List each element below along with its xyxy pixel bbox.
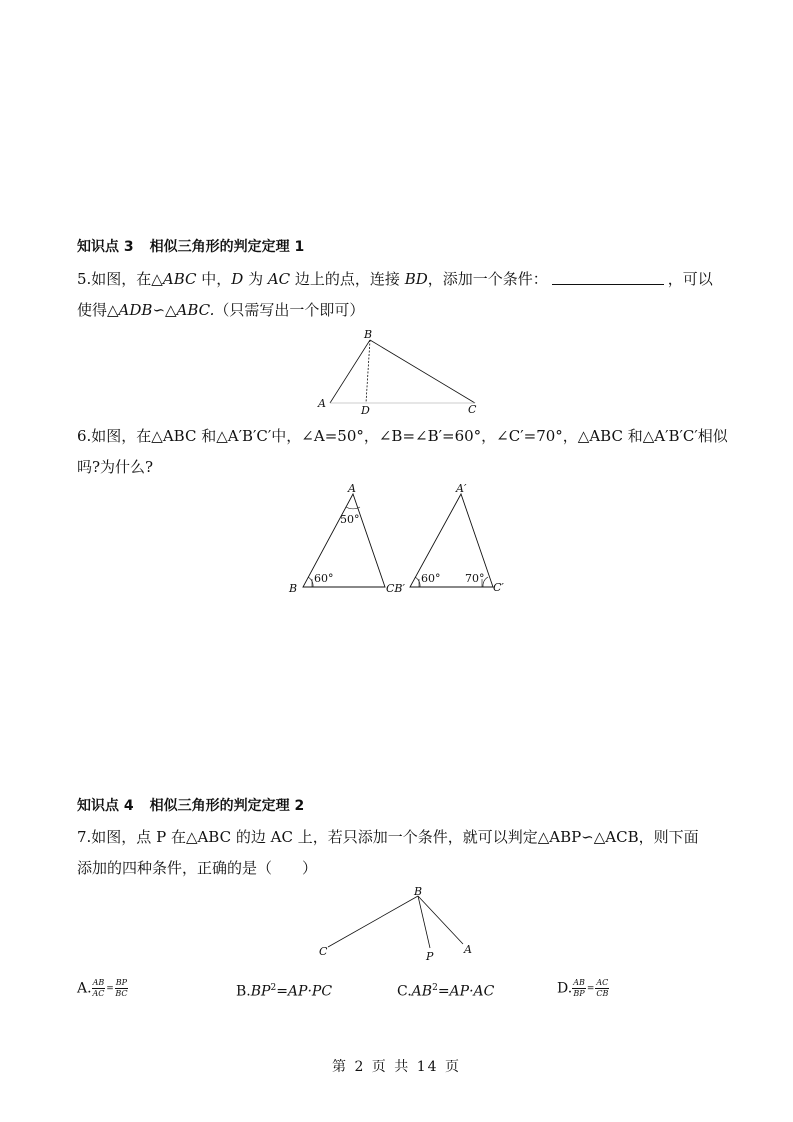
equals: = (106, 983, 114, 994)
question-5-line-2 (77, 300, 364, 320)
angle-label-cp: 70° (465, 572, 485, 585)
denominator: AC (92, 989, 105, 998)
exponent: 2 (432, 983, 438, 993)
q5-text: 5.如图，在△ (77, 270, 163, 288)
option-c[interactable] (397, 978, 494, 1002)
angle-b-arc (308, 577, 313, 587)
point-label-a: A (464, 943, 472, 956)
segment-bd (366, 340, 370, 403)
option-a[interactable] (77, 978, 128, 999)
q5-text: ，添加一个条件： (427, 270, 548, 288)
point-label-b: B (414, 885, 423, 898)
numerator: AC (596, 978, 609, 987)
segment-ba (418, 896, 463, 944)
q5-text: ∽△ (152, 301, 177, 319)
page-footer: 第 2 页 共 14 页 (332, 1059, 461, 1075)
section-heading-4 (77, 796, 304, 816)
section-title: 相似三角形的判定定理 2 (149, 798, 305, 814)
segment-bp (418, 896, 430, 948)
point-label-b: B (289, 582, 298, 595)
q5-var: ABC (162, 270, 197, 288)
q5-text: 中， (196, 270, 232, 288)
q6-figure (285, 480, 515, 600)
section-label: 知识点 3 (77, 239, 134, 255)
angle-label-a: 50° (340, 513, 360, 526)
question-6-line-1: 6.如图，在△ABC 和△A′B′C′中，∠A=50°，∠B=∠B′=60°，∠C′=70°，△ABC 和△A′B′C′相似 (77, 427, 728, 445)
q5-figure (300, 325, 500, 420)
exponent: 2 (270, 983, 277, 993)
fraction (115, 978, 128, 999)
question-5-line-1 (77, 269, 713, 289)
q5-text: 使得△ (77, 301, 119, 319)
point-label-d: D (361, 404, 370, 417)
q5-text: 为 (243, 270, 268, 288)
option-b[interactable] (236, 978, 332, 1002)
point-label-c-bp: CB′ (386, 582, 405, 595)
option-math: BP (250, 983, 271, 1000)
q5-text: （只需写出一个即可） (214, 301, 365, 319)
option-math: =AP·AC (437, 983, 495, 1000)
numerator: AB (573, 978, 585, 987)
numerator: AB (92, 978, 105, 987)
point-label-p: P (426, 950, 434, 963)
option-label: B. (236, 983, 251, 1000)
denominator: BP (573, 989, 585, 998)
segment-ab (330, 340, 370, 403)
denominator: BC (115, 989, 128, 998)
section-label: 知识点 4 (77, 798, 134, 814)
section-title: 相似三角形的判定定理 1 (149, 239, 305, 255)
question-7-line-2: 添加的四种条件，正确的是（ ） (77, 859, 318, 877)
option-label: A. (77, 980, 92, 997)
q7-figure (310, 882, 490, 967)
option-label: D. (557, 980, 573, 997)
segment-bc (328, 896, 418, 947)
answer-blank[interactable] (552, 270, 664, 285)
angle-bp-arc (415, 577, 420, 587)
option-d[interactable] (557, 978, 609, 999)
segment-bc (370, 340, 475, 403)
equals: = (586, 983, 595, 994)
point-label-b: B (364, 328, 373, 341)
angle-label-b: 60° (314, 572, 334, 585)
option-label: C. (397, 983, 412, 1000)
option-math: AB (411, 983, 433, 1000)
numerator: BP (115, 978, 128, 987)
point-label-c: C (319, 945, 328, 958)
point-label-c: C (468, 403, 477, 416)
q5-var: BD (404, 270, 428, 288)
question-7-line-1: 7.如图，点 P 在△ABC 的边 AC 上，若只添加一个条件，就可以判定△ABP∽△ACB，则下面 (77, 828, 699, 846)
question-6-line-2: 吗?为什么? (77, 458, 154, 476)
q5-text: ，可以 (667, 270, 713, 288)
q5-text: 边上的点，连接 (290, 270, 405, 288)
q5-var: ADB (118, 301, 153, 319)
denominator: CB (596, 989, 609, 998)
point-label-cp: C′ (493, 581, 504, 594)
q5-var: AC (267, 270, 291, 288)
point-label-a: A (348, 482, 356, 495)
q5-var: D (231, 270, 244, 288)
point-label-ap: A′ (456, 482, 467, 495)
point-label-a: A (318, 397, 326, 410)
fraction (572, 978, 586, 999)
angle-label-bp: 60° (421, 572, 441, 585)
fraction (92, 978, 106, 999)
option-math: =AP·PC (276, 983, 333, 1000)
section-heading-3 (77, 237, 304, 257)
fraction (595, 978, 609, 999)
q5-var: ABC. (176, 301, 215, 319)
